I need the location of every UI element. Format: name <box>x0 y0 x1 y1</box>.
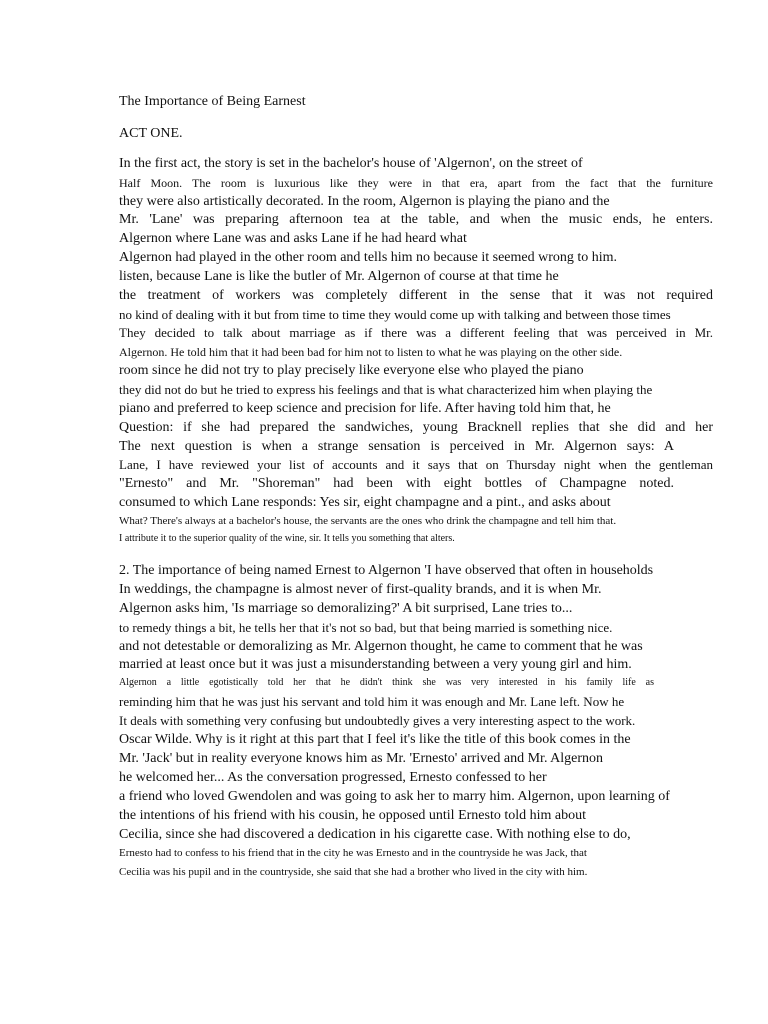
text-line: I attribute it to the superior quality of the wine, sir. It tells you something that alters. <box>119 533 455 544</box>
text-line: Mr. 'Lane' was preparing afternoon tea at the table, and when the music ends, he enters. <box>119 212 713 227</box>
text-line: listen, because Lane is like the butler of Mr. Algernon of course at that time he <box>119 269 559 284</box>
text-line: the intentions of his friend with his cousin, he opposed until Ernesto told him about <box>119 808 587 823</box>
text-line: Algernon a little egotistically told her that he didn't think she was very interested in his family life as <box>119 677 654 688</box>
text-line: Cecilia was his pupil and in the countryside, she said that she had a brother who lived in the city with him. <box>119 866 588 878</box>
document-title: The Importance of Being Earnest <box>119 94 306 109</box>
text-line: "Ernesto" and Mr. "Shoreman" had been with eight bottles of Champagne noted. <box>119 476 674 491</box>
text-line: Lane, I have reviewed your list of accounts and it says that on Thursday night when the gentleman <box>119 457 713 472</box>
text-line: consumed to which Lane responds: Yes sir, eight champagne and a pint., and asks about <box>119 495 611 510</box>
act-heading: ACT ONE. <box>119 126 183 141</box>
text-line: In the first act, the story is set in the bachelor's house of 'Algernon', on the street of <box>119 156 583 171</box>
text-line: Question: if she had prepared the sandwiches, young Bracknell replies that she did and her <box>119 420 713 435</box>
text-line: Algernon. He told him that it had been bad for him not to listen to what he was playing on the other side. <box>119 345 623 359</box>
text-line: they were also artistically decorated. In the room, Algernon is playing the piano and the <box>119 194 610 209</box>
text-line: Algernon where Lane was and asks Lane if he had heard what <box>119 231 467 246</box>
text-line: reminding him that he was just his servant and told him it was enough and Mr. Lane left. Now he <box>119 694 625 709</box>
text-line: the treatment of workers was completely different in the sense that it was not required <box>119 288 713 303</box>
text-line: It deals with something very confusing but undoubtedly gives a very interesting aspect to the work. <box>119 713 636 728</box>
text-line: room since he did not try to play precisely like everyone else who played the piano <box>119 363 584 378</box>
text-line: Half Moon. The room is luxurious like they were in that era, apart from the fact that the furniture <box>119 176 713 190</box>
text-line: no kind of dealing with it but from time to time they would come up with talking and between those times <box>119 307 671 322</box>
text-line: married at least once but it was just a misunderstanding between a very young girl and him. <box>119 657 632 672</box>
text-line: Algernon had played in the other room and tells him no because it seemed wrong to him. <box>119 250 618 265</box>
text-line: Ernesto had to confess to his friend that in the city he was Ernesto and in the countryside he was Jack, that <box>119 847 587 859</box>
text-line: they did not do but he tried to express his feelings and that is what characterized him when playing the <box>119 382 653 397</box>
text-line: to remedy things a bit, he tells her that it's not so bad, but that being married is something nice. <box>119 620 613 635</box>
text-line: The next question is when a strange sensation is perceived in Mr. Algernon says: A <box>119 439 674 454</box>
text-line: a friend who loved Gwendolen and was going to ask her to marry him. Algernon, upon learning of <box>119 789 670 804</box>
text-line: and not detestable or demoralizing as Mr. Algernon thought, he came to comment that he was <box>119 639 643 654</box>
text-line: 2. The importance of being named Ernest to Algernon 'I have observed that often in households <box>119 563 654 578</box>
text-line: In weddings, the champagne is almost never of first-quality brands, and it is when Mr. <box>119 582 602 597</box>
text-line: piano and preferred to keep science and precision for life. After having told him that, he <box>119 401 611 416</box>
text-line: What? There's always at a bachelor's house, the servants are the ones who drink the champagne and tell him that. <box>119 515 617 527</box>
text-line: Oscar Wilde. Why is it right at this part that I feel it's like the title of this book comes in the <box>119 732 631 747</box>
text-line: Mr. 'Jack' but in reality everyone knows him as Mr. 'Ernesto' arrived and Mr. Algernon <box>119 751 604 766</box>
text-line: he welcomed her... As the conversation progressed, Ernesto confessed to her <box>119 770 547 785</box>
text-line: Algernon asks him, 'Is marriage so demoralizing?' A bit surprised, Lane tries to... <box>119 601 573 616</box>
text-line: Cecilia, since she had discovered a dedication in his cigarette case. With nothing else to do, <box>119 827 631 842</box>
text-line: They decided to talk about marriage as if there was a different feeling that was perceived in Mr. <box>119 325 713 340</box>
